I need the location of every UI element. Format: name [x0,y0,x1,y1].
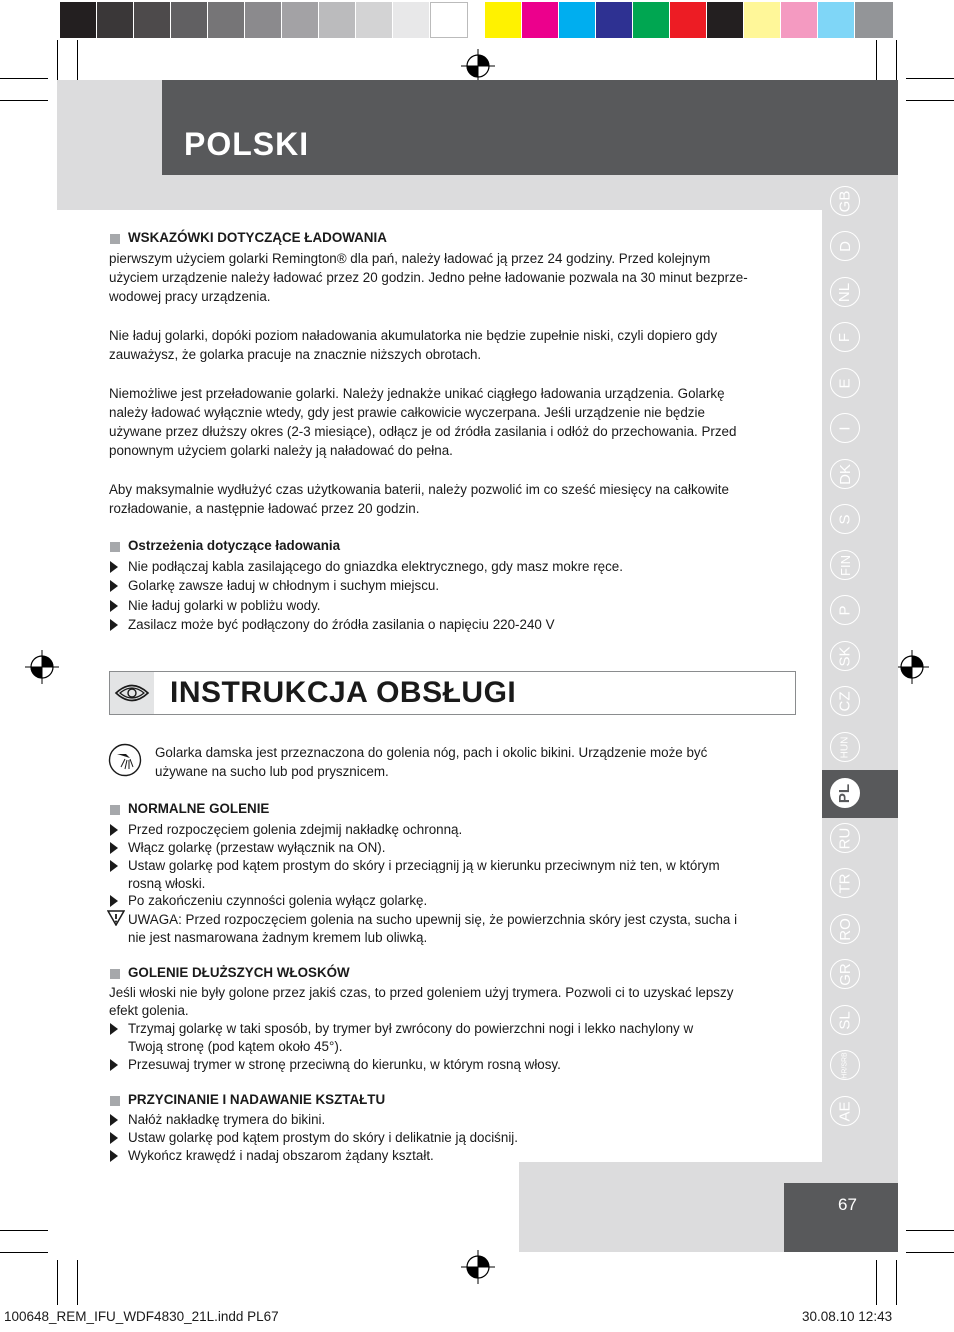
charging-text: Nie ładuj golarki, dopóki poziom naładowania akumulatorka nie będzie zupełnie niski, czyli dopiero gdy [109,328,718,343]
crop-mark [0,1230,48,1231]
charging-text: Aby maksymalnie wydłużyć czas użytkowania baterii, należy pozwolić im co sześć miesięcy na całkowite [109,482,729,497]
charging-text: pierwszym użyciem golarki Remington® dla pań, należy ładować ją przez 24 godziny. Przed kolejnym [109,251,711,266]
color-swatch [818,2,854,38]
bullet-arrow-icon [110,1023,118,1035]
bullet-arrow-icon [110,1150,118,1162]
color-swatch [282,2,318,38]
crop-mark [906,1252,954,1253]
longer-text: efekt golenia. [109,1003,189,1018]
shower-icon [108,743,142,777]
list-item: Zasilacz może być podłączony do źródła zasilania o napięciu 220-240 V [128,617,555,632]
page-number: 67 [838,1195,857,1214]
color-swatch [485,2,521,38]
color-swatch [744,2,780,38]
list-item: Trzymaj golarkę w taki sposób, by trymer był zwrócony do powierzchni nogi i lekko nachylony w [128,1021,694,1036]
list-item: Twoją stronę (pod kątem około 45°). [128,1039,343,1054]
warning-icon [107,910,125,926]
intro-text: Golarka damska jest przeznaczona do golenia nóg, pach i okolic bikini. Urządzenie może być [155,745,708,760]
heading-square-icon [110,234,120,244]
color-swatch [319,2,355,38]
tab-hr-srb[interactable]: HR/SRB [830,1050,860,1080]
page-title: POLSKI [184,126,310,162]
charging-text: należy ładować wyłącznie wtedy, gdy jest prawie całkowicie wyczerpana. Jeśli urządzenie nie będzie [109,405,705,420]
color-swatch [559,2,595,38]
bullet-arrow-icon [110,600,118,612]
color-swatch [596,2,632,38]
color-swatch [97,2,133,38]
tab-i[interactable]: I [830,413,860,443]
list-item: Nie ładuj golarki w pobliżu wody. [128,598,321,613]
list-item: Przesuwaj trymer w stronę przeciwną do kierunku, w którym rosną włosy. [128,1057,561,1072]
charging-text: wodowej pracy urządzenia. [109,289,271,304]
color-swatch [134,2,170,38]
tab-fin[interactable]: FIN [830,550,860,580]
heading-square-icon [110,805,120,815]
color-swatch [208,2,244,38]
color-swatch [393,2,429,38]
bullet-arrow-icon [110,895,118,907]
crop-mark [77,1260,78,1305]
charging-text: rozładowanie, a następnie ładować przez 20 godzin. [109,501,420,516]
color-swatch [171,2,207,38]
crop-mark [57,1260,58,1305]
page-number-box [784,1183,898,1252]
tab-gr[interactable]: GR [830,959,860,989]
color-swatch [707,2,743,38]
bullet-arrow-icon [110,842,118,854]
registration-mark-icon [895,650,929,684]
tab-dk[interactable]: DK [830,459,860,489]
eye-icon [114,680,150,706]
warnings-heading: Ostrzeżenia dotyczące ładowania [128,538,341,553]
list-item: Nałóż nakładkę trymera do bikini. [128,1112,326,1127]
heading-square-icon [110,1096,120,1106]
list-item: Ustaw golarkę pod kątem prostym do skóry i przeciągnij ją w kierunku przeciwnym niż ten, w którym [128,858,720,873]
tab-nl[interactable]: NL [830,277,860,307]
tab-d[interactable]: D [830,231,860,261]
crop-mark [876,1260,877,1305]
list-item: Golarkę zawsze ładuj w chłodnym i suchym miejscu. [128,578,440,593]
bullet-arrow-icon [110,860,118,872]
footer-file-info: 100648_REM_IFU_WDF4830_21L.indd PL67 [4,1309,279,1324]
tab-cz[interactable]: CZ [830,686,860,716]
color-swatch [430,2,468,38]
heading-square-icon [110,969,120,979]
heading-square-icon [110,542,120,552]
tab-sk[interactable]: SK [830,641,860,671]
color-swatch [633,2,669,38]
warning-text: nie jest nasmarowana żadnym kremem lub oliwką. [128,930,428,945]
registration-mark-icon [25,650,59,684]
list-item: rosną włoski. [128,876,206,891]
bullet-arrow-icon [110,561,118,573]
intro-text: używane na sucho lub pod prysznicem. [155,764,389,779]
crop-mark [0,1252,48,1253]
charging-text: użyciem urządzenie należy ładować przez 20 godzin. Jedno pełne ładowanie pozwala na 30 minut bezprze- [109,270,748,285]
crop-mark [906,78,954,79]
crop-mark [906,100,954,101]
registration-mark-icon [461,1250,495,1284]
tab-gb[interactable]: GB [830,186,860,216]
normal-heading: NORMALNE GOLENIE [128,801,270,816]
tab-s[interactable]: S [830,504,860,534]
charging-text: Niemożliwe jest przeładowanie golarki. Należy jednakże unikać ciągłego ładowania urządzenia. Golarkę [109,386,725,401]
color-swatch [245,2,281,38]
color-swatch [60,2,96,38]
trim-heading: PRZYCINANIE I NADAWANIE KSZTAŁTU [128,1092,386,1107]
charging-text: używane przez dłuższy okres (2-3 miesiące), odłącz je od źródła zasilania i odłóż do przechowania. Przed [109,424,737,439]
bullet-arrow-icon [110,1114,118,1126]
list-item: Po zakończeniu czynności golenia wyłącz golarkę. [128,893,428,908]
color-swatch [855,2,893,38]
crop-mark [896,1260,897,1305]
list-item: Przed rozpoczęciem golenia zdejmij nakładkę ochronną. [128,822,463,837]
tab-ru[interactable]: RU [830,823,860,853]
charging-heading: WSKAZÓWKI DOTYCZĄCE ŁADOWANIA [128,230,387,245]
tab-p[interactable]: P [830,595,860,625]
section-title: INSTRUKCJA OBSŁUGI [170,676,517,709]
charging-text: zauważysz, że golarka pracuje na znacznie niższych obrotach. [109,347,482,362]
color-swatch [522,2,558,38]
tab-pl[interactable]: PL [830,778,860,808]
tab-hun[interactable]: HUN [830,732,860,762]
list-item: Wykończ krawędź i nadaj obszarom żądany kształt. [128,1148,434,1163]
tab-f[interactable]: F [830,322,860,352]
color-swatch [670,2,706,38]
registration-mark-icon [461,49,495,83]
crop-mark [0,100,48,101]
longer-text: Jeśli włoski nie były golone przez jakiś czas, to przed goleniem użyj trymera. Pozwoli ci to uzyskać lepszy [109,985,734,1000]
bullet-arrow-icon [110,619,118,631]
list-item: Nie podłączaj kabla zasilającego do gniazdka elektrycznego, gdy masz mokre ręce. [128,559,623,574]
footer-timestamp: 30.08.10 12:43 [802,1309,893,1324]
bullet-arrow-icon [110,580,118,592]
list-item: Ustaw golarkę pod kątem prostym do skóry i delikatnie ją dociśnij. [128,1130,518,1145]
tab-e[interactable]: E [830,368,860,398]
color-swatch [356,2,392,38]
longer-heading: GOLENIE DŁUŻSZYCH WŁOSKÓW [128,965,350,980]
charging-text: ponownym użyciem golarki należy ją naładować do pełna. [109,443,453,458]
bullet-arrow-icon [110,824,118,836]
tab-sl[interactable]: SL [830,1005,860,1035]
tab-tr[interactable]: TR [830,868,860,898]
tab-ae[interactable]: AE [830,1096,860,1126]
color-swatch [781,2,817,38]
list-item: Włącz golarkę (przestaw wyłącznik na ON). [128,840,386,855]
crop-mark [0,78,48,79]
warning-text: UWAGA: Przed rozpoczęciem golenia na sucho upewnij się, że powierzchnia skóry jest czysta, sucha i [128,912,738,927]
bullet-arrow-icon [110,1132,118,1144]
tab-ro[interactable]: RO [830,914,860,944]
bullet-arrow-icon [110,1059,118,1071]
crop-mark [906,1230,954,1231]
